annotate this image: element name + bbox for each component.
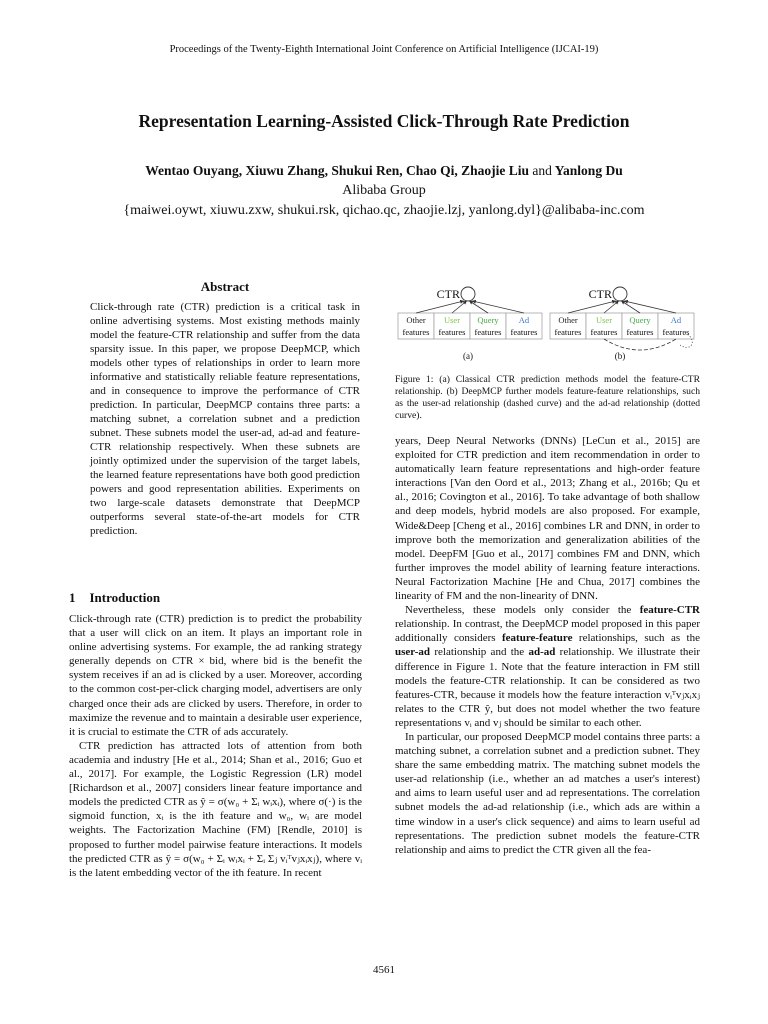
feature-box-name: Query: [477, 315, 499, 325]
section-heading: [69, 590, 174, 606]
edge-to-ctr: [473, 301, 525, 313]
p2-bold-user-ad: user-ad: [395, 646, 431, 659]
right-paragraph-3: In particular, our proposed DeepMCP model contains three parts: a matching subnet, a correlation subnet and a prediction subnet. They share the same embedding matrix. The matching subnet models the user-ad relationship (i.e., whether an ad matches a user's interest) and aims to learn useful user and ad representations. The correlation subnet models the ad-ad relationship (i.e., which ads are within a time window in a user's click sequence) and aims to learn useful ad representations. The prediction subnet models the feature-CTR relationship and aims to predict the CTR given all the fea-: [395, 730, 700, 856]
right-column-text: [395, 434, 700, 857]
figure-1-caption: Figure 1: (a) Classical CTR prediction methods model the feature-CTR relationship. (b) DeepMCP further models feature-feature relationships, such as the user-ad relationship (dashed curve) and the ad-ad relationship (dotted curve).: [395, 374, 700, 421]
figure-panel-a: [398, 287, 542, 361]
section-number: 1: [69, 590, 76, 605]
authors-and: and: [532, 163, 552, 178]
paper-title: Representation Learning-Assisted Click-Through Rate Prediction: [138, 111, 630, 131]
p2-text-mid3: relationship and the: [434, 646, 525, 659]
section-title: Introduction: [89, 590, 161, 605]
proceedings-header: Proceedings of the Twenty-Eighth International Joint Conference on Artificial Intelligence (IJCAI-19): [169, 44, 599, 55]
feature-box-sub: features: [438, 327, 466, 337]
feature-box-sub: features: [662, 327, 690, 337]
edge-to-ctr: [416, 301, 464, 313]
p2-text-mid2: relationships, such as the: [578, 632, 700, 645]
user-ad-curve: [604, 339, 676, 350]
feature-box-sub: features: [402, 327, 430, 337]
p2-bold-ad-ad: ad-ad: [528, 646, 556, 659]
p2-bold-feature-feature: feature-feature: [502, 632, 573, 645]
abstract-body: Click-through rate (CTR) prediction is a critical task in online advertising systems. Most existing methods mainly model the feature-CTR relationship and suffer from the data sparsity issue. In this paper, we propose DeepMCP, which models other types of relationships in order to learn more informative and statistically reliable feature representations, and in consequence to improve the performance of CTR prediction. In particular, DeepMCP contains three parts: a matching subnet, a correlation subnet and a prediction subnet. These subnets model the user-ad, ad-ad and feature-CTR relationship respectively. When these subnets are jointly optimized under the supervision of the target labels, the learned feature representations have both good prediction powers and good representation abilities. Experiments on two large-scale datasets demonstrate that DeepMCP outperforms several state-of-the-art models for CTR prediction.: [90, 301, 360, 537]
feature-box-name: User: [443, 315, 461, 325]
author-emails: {maiwei.oywt, xiuwu.zxw, shukui.rsk, qichao.qc, zhaojie.lzj, yanlong.dyl}@alibaba-inc.com: [123, 203, 645, 218]
ctr-node: [461, 287, 475, 301]
edge-to-ctr: [452, 301, 467, 313]
authors-main: Wentao Ouyang, Xiuwu Zhang, Shukui Ren, Chao Qi, Zhaojie Liu: [145, 163, 530, 178]
figure-1-diagram: [395, 283, 700, 368]
p2-text-post: relationship. We illustrate their difference in Figure 1. Note that the feature interaction in FM still models the feature-CTR relationship. It can be considered as two features-CTR, because it models how the feature interaction vᵢᵀvⱼxᵢxⱼ relates to the CTR ŷ, but does not model whether the two feature representations vᵢ and vⱼ should be similar to each other.: [395, 646, 701, 729]
right-paragraph-2: [395, 603, 700, 730]
page-number: 4561: [373, 964, 395, 976]
ctr-label: CTR: [436, 287, 460, 301]
ctr-label: CTR: [588, 287, 612, 301]
p2-text-pre: Nevertheless, these models only consider the: [405, 604, 632, 617]
figure-panel-b: [550, 287, 694, 361]
feature-box-sub: features: [626, 327, 654, 337]
ctr-node: [613, 287, 627, 301]
edge-to-ctr: [604, 301, 619, 313]
feature-box-name: Other: [558, 315, 578, 325]
subfigure-label: (a): [463, 351, 473, 361]
abstract-heading: Abstract: [200, 279, 250, 294]
feature-box-name: Other: [406, 315, 426, 325]
figure-1: [395, 283, 700, 368]
affiliation: Alibaba Group: [342, 183, 426, 198]
intro-paragraph-2: CTR prediction has attracted lots of attention from both academia and industry [He et al., 2014; Shan et al., 2016; Guo et al., 2017]. For example, the Logistic Regression (LR) model [Richardson et al., 2007] considers linear feature importance and models the predicted CTR as ŷ = σ(w₀ + Σᵢ wᵢxᵢ), where σ(·) is the sigmoid function, xᵢ is the ith feature and w₀, wᵢ are model weights. The Factorization Machine (FM) [Rendle, 2010] is proposed to further model pairwise feature interactions. It models the predicted CTR as ŷ = σ(w₀ + Σᵢ wᵢxᵢ + Σᵢ Σⱼ vᵢᵀvⱼxᵢxⱼ), where vᵢ is the latent embedding vector of the ith feature. In recent: [69, 739, 362, 879]
feature-box-name: User: [595, 315, 613, 325]
left-column-text: [69, 612, 362, 880]
feature-box-sub: features: [590, 327, 618, 337]
intro-paragraph-1: Click-through rate (CTR) prediction is to predict the probability that a user will click on an item. It plays an important role in online advertising systems. For example, the ad ranking strategy generally depends on CTR × bid, where bid is the benefit the system receives if an ad is clicked by a user. Moreover, according to the common cost-per-click charging model, advertisers are only charged once their ads are clicked by users. Therefore, in order to maximize the revenue and to maintain a desirable user experience, it is crucial to estimate the CTR of ads accurately.: [69, 613, 362, 738]
p2-bold-feature-ctr: feature-CTR: [639, 604, 700, 617]
p2-text-mid1: relationship. In contrast, the DeepMCP model proposed in this paper additionally considers: [395, 618, 700, 645]
edge-to-ctr: [625, 301, 677, 313]
feature-box-name: Ad: [518, 315, 530, 325]
right-paragraph-1: years, Deep Neural Networks (DNNs) [LeCun et al., 2015] are exploited for CTR prediction and item recommendation in order to automatically learn feature representations and high-order feature interactions [Van den Oord et al., 2013; Zhang et al., 2016b; Qu et al., 2016; Covington et al., 2016]. To take advantage of both shallow and deep models, hybrid models are also proposed. For example, Wide&Deep [Cheng et al., 2016] combines LR and DNN, in order to improve both the memorization and generalization abilities of the model. DeepFM [Guo et al., 2017] combines FM and DNN, which further improves the model ability of learning feature interactions. Neural Factorization Machine [He and Chua, 2017] combines the linearity of FM and the non-linearity of DNN.: [395, 435, 700, 603]
feature-box-sub: features: [510, 327, 538, 337]
authors-last: Yanlong Du: [554, 163, 623, 178]
feature-box-name: Query: [629, 315, 651, 325]
subfigure-label: (b): [614, 351, 626, 361]
feature-box-name: Ad: [670, 315, 682, 325]
feature-box-sub: features: [474, 327, 502, 337]
author-list: [0, 163, 768, 179]
feature-box-sub: features: [554, 327, 582, 337]
edge-to-ctr: [568, 301, 616, 313]
